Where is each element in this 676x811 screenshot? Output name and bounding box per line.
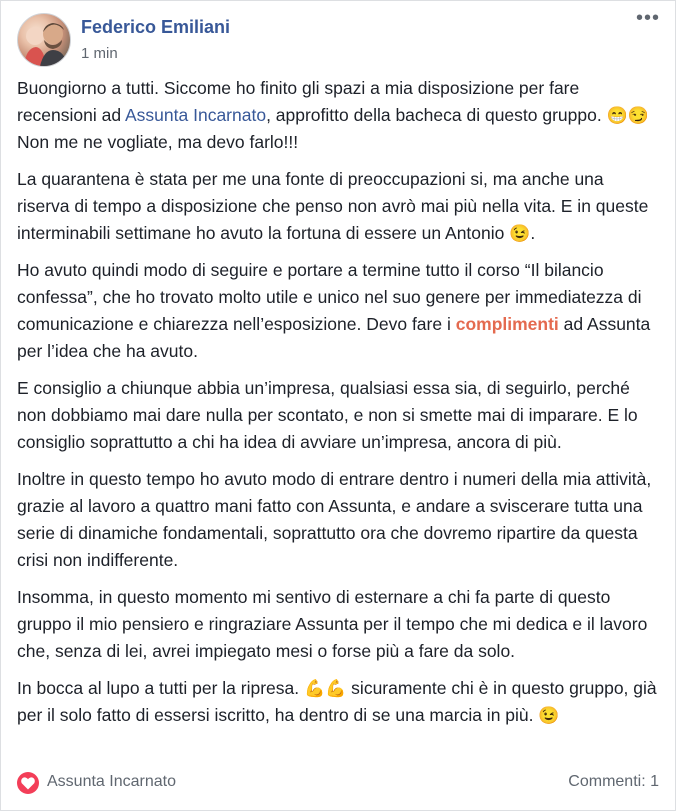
reaction-user-name[interactable]: Assunta Incarnato (47, 773, 176, 790)
post-body (17, 75, 657, 739)
emoji-flexed-biceps: 💪💪 (303, 679, 347, 698)
text-segment: sicuramente chi è in questo gruppo, già per il solo fatto di essersi iscritto, ha dentro di se una marcia in più. (17, 678, 657, 725)
paragraph-2 (17, 166, 657, 247)
text-segment: , approfitto della bacheca di questo gruppo. (266, 105, 607, 125)
emoji-grin-smirk: 😁😏 (606, 106, 649, 125)
paragraph-5: Inoltre in questo tempo ho avuto modo di entrare dentro i numeri della mia attività, grazie al lavoro a quattro mani fatto con Assunta, e andare a sviscerare tutta una serie di dinamiche fondamentali, soprattutto ora che dovremo ripartire da questa crisi non indifferente. (17, 469, 652, 570)
emoji-wink: 😉 (538, 706, 560, 725)
author-name[interactable]: Federico Emiliani (81, 17, 231, 37)
heart-reaction-icon[interactable] (17, 772, 39, 794)
post-timestamp[interactable]: 1 min (81, 45, 118, 62)
heart-icon (21, 777, 35, 790)
text-segment: ad Assunta per l’idea che ha avuto. (17, 314, 651, 361)
author-avatar[interactable] (17, 13, 71, 67)
highlighted-word: complimenti (455, 314, 559, 334)
text-segment: Ho avuto quindi modo di seguire e portare a termine tutto il corso “Il bilancio confessa”, che ho trovato molto utile e unico nel suo genere per immediatezza di comunicazione e chiarezza nell’esposizione. Devo fare i (17, 260, 642, 334)
paragraph-7 (17, 675, 657, 729)
comments-count[interactable]: Commenti: 1 (568, 773, 659, 790)
paragraph-3 (17, 257, 657, 365)
emoji-wink: 😉 (509, 224, 531, 243)
avatar-photo-icon (18, 14, 70, 66)
mention-link[interactable]: Assunta Incarnato (125, 105, 267, 125)
text-segment: Non me ne vogliate, ma devo farlo!!! (17, 132, 299, 152)
paragraph-6: Insomma, in questo momento mi sentivo di esternare a chi fa parte di questo gruppo il mio pensiero e ringraziare Assunta per il tempo che mi dedica e il lavoro che, senza di lei, avrei impiegato mesi o forse più a fare da solo. (17, 587, 648, 661)
text-segment: In bocca al lupo a tutti per la ripresa. (17, 678, 304, 698)
text-segment: Buongiorno a tutti. Siccome ho finito gli spazi a mia disposizione per fare recensioni ad (17, 78, 580, 125)
text-segment: . (530, 223, 536, 243)
text-segment: La quarantena è stata per me una fonte di preoccupazioni si, ma anche una riserva di tempo a disposizione che penso non avrò mai più nella vita. E in queste interminabili settimane ho avuto la fortuna di essere un Antonio (17, 169, 649, 243)
post-footer (17, 769, 659, 799)
paragraph-4: E consiglio a chiunque abbia un’impresa, qualsiasi essa sia, di seguirlo, perché non dobbiamo mai dare nulla per scontato, e non si smette mai di imparare. E lo consiglio soprattutto a chi ha idea di avviare un’impresa, ancora di più. (17, 378, 638, 452)
more-horizontal-icon[interactable]: ••• (635, 7, 660, 29)
paragraph-1 (17, 75, 657, 156)
